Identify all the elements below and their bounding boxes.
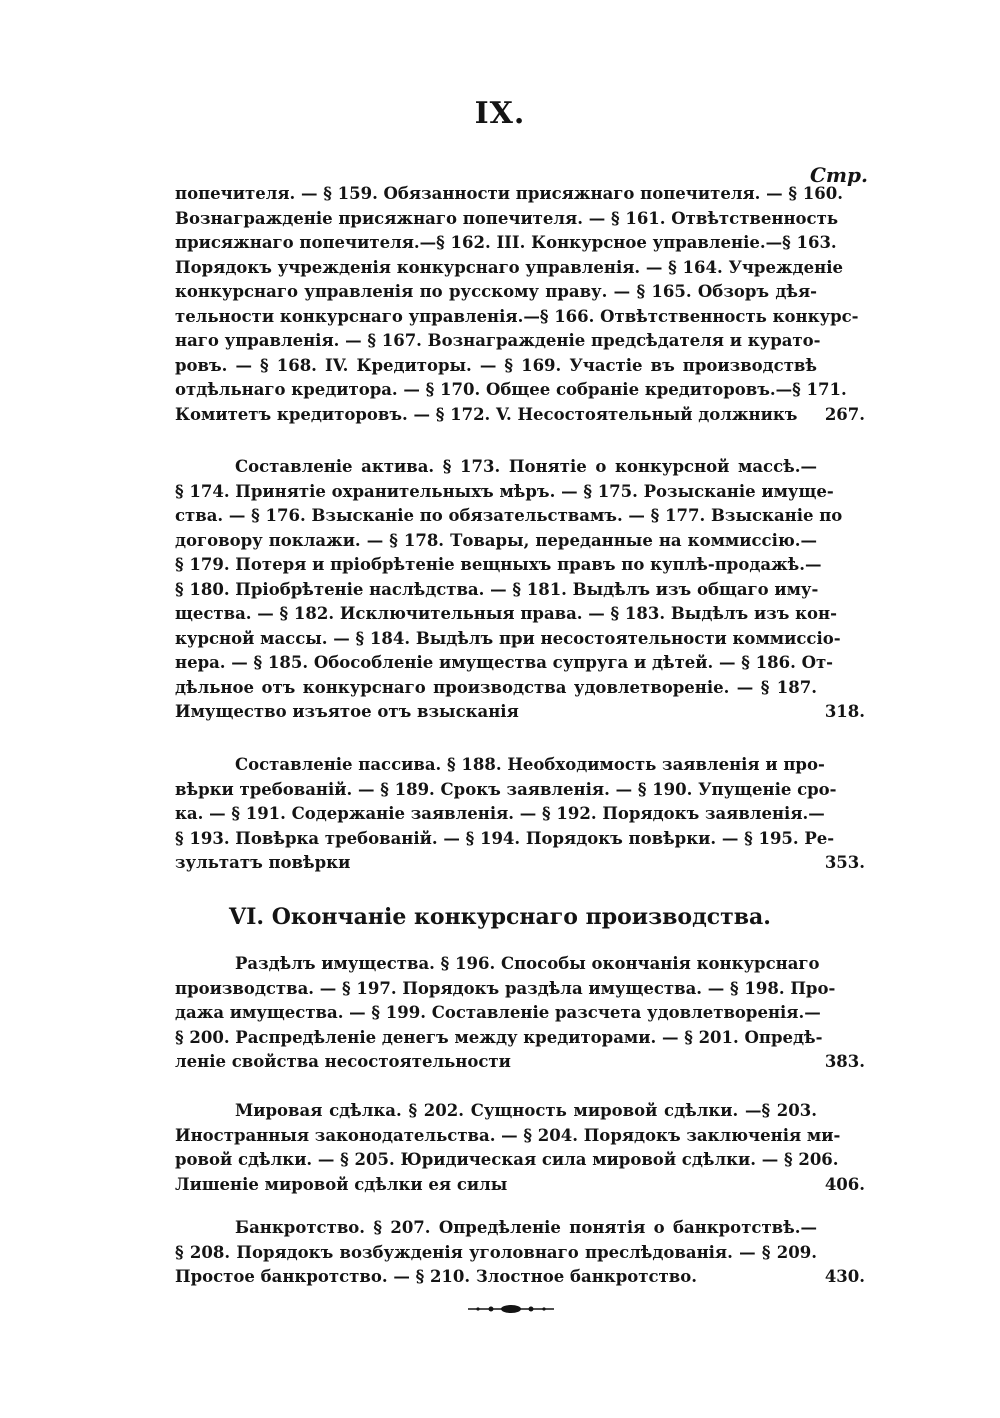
toc-line-text: нера. — § 185. Обособленіе имущества супруга и дѣтей. — § 186. От- — [175, 653, 834, 672]
toc-line — [175, 378, 865, 403]
toc-line — [175, 455, 865, 480]
toc-line — [175, 753, 865, 778]
toc-line-text: леніе свойства несостоятельности — [175, 1052, 511, 1071]
toc-line-text: курсной массы. — § 184. Выдѣлъ при несостоятельности коммиссіо- — [175, 628, 841, 648]
toc-line-text: Имущество изъятое отъ взысканія — [175, 702, 519, 721]
toc-page-ref: 353. — [824, 853, 865, 872]
toc-page-ref: 406. — [824, 1174, 865, 1194]
toc-entry-block — [175, 182, 865, 427]
toc-line-text: Мировая сдѣлка. § 202. Сущность мировой сдѣлки. —§ 203. — [235, 1101, 817, 1120]
toc-line-text: производства. — § 197. Порядокъ раздѣла имущества. — § 198. Про- — [175, 978, 836, 998]
toc-line — [175, 403, 865, 428]
toc-line — [175, 207, 865, 232]
toc-line-text: ства. — § 176. Взысканіе по обязательствамъ. — § 177. Взысканіе по — [175, 506, 843, 525]
toc-line — [175, 1026, 865, 1051]
toc-line-text: Порядокъ учрежденія конкурснаго управленія. — § 164. Учрежденіе — [175, 257, 843, 277]
toc-line-text: Вознагражденіе присяжнаго попечителя. — § 161. Отвѣтственность — [175, 208, 839, 228]
toc-line — [175, 627, 865, 652]
toc-line-text: § 179. Потеря и пріобрѣтеніе вещныхъ правъ по куплѣ-продажѣ.— — [175, 555, 822, 574]
toc-line-text: Комитетъ кредиторовъ. — § 172. V. Несостоятельный должникъ — [175, 404, 798, 424]
toc-entry-block — [175, 1099, 865, 1197]
toc-line — [175, 851, 865, 876]
toc-line-text: Простое банкротство. — § 210. Злостное банкротство. — [175, 1267, 697, 1286]
toc-line — [175, 802, 865, 827]
toc-page-ref: 318. — [824, 702, 865, 721]
toc-page-ref: 383. — [824, 1052, 865, 1071]
toc-line — [175, 504, 865, 529]
toc-line — [175, 1265, 865, 1290]
toc-line-text: конкурснаго управленія по русскому праву. — § 165. Обзоръ дѣя- — [175, 282, 817, 301]
toc-line — [175, 578, 865, 603]
toc-line-text: Составленіе пассива. § 188. Необходимость заявленія и про- — [235, 755, 825, 774]
toc-line — [175, 553, 865, 578]
page-number: IX. — [474, 96, 526, 131]
toc-line — [175, 778, 865, 803]
toc-line — [175, 1216, 865, 1241]
toc-entry-block — [175, 952, 865, 1075]
toc-entry-block — [175, 455, 865, 725]
toc-line — [175, 329, 865, 354]
ornament-divider — [466, 1302, 556, 1316]
toc-line-text: тельности конкурснаго управленія.—§ 166. Отвѣтственность конкурс- — [175, 306, 859, 326]
column-label-pages: Стр. — [809, 163, 868, 187]
toc-line-text: дажа имущества. — § 199. Составленіе разсчета удовлетворенія.— — [175, 1003, 821, 1022]
toc-line-text: присяжнаго попечителя.—§ 162. III. Конкурсное управленіе.—§ 163. — [175, 233, 837, 252]
toc-line — [175, 1241, 865, 1266]
toc-line — [175, 354, 865, 379]
toc-line-text: § 193. Повѣрка требованій. — § 194. Порядокъ повѣрки. — § 195. Ре- — [175, 828, 835, 848]
toc-line — [175, 305, 865, 330]
toc-line-text: § 208. Порядокъ возбужденія уголовнаго преслѣдованія. — § 209. — [175, 1242, 817, 1262]
toc-entry-block — [175, 753, 865, 876]
toc-line-text: ровой сдѣлки. — § 205. Юридическая сила мировой сдѣлки. — § 206. — [175, 1150, 839, 1169]
toc-line-text: ровъ. — § 168. IV. Кредиторы. — § 169. Участіе въ производствѣ — [175, 355, 817, 375]
toc-line — [175, 1099, 865, 1124]
toc-page-ref: 430. — [824, 1267, 865, 1286]
toc-line-text: отдѣльнаго кредитора. — § 170. Общее собраніе кредиторовъ.—§ 171. — [175, 380, 847, 399]
toc-line-text: попечителя. — § 159. Обязанности присяжнаго попечителя. — § 160. — [175, 184, 843, 203]
toc-line — [175, 1001, 865, 1026]
toc-line-text: вѣрки требованій. — § 189. Срокъ заявленія. — § 190. Упущеніе сро- — [175, 779, 837, 799]
toc-line-text: Банкротство. § 207. Опредѣленіе понятія о банкротствѣ.— — [235, 1218, 817, 1237]
toc-line-text: ка. — § 191. Содержаніе заявленія. — § 192. Порядокъ заявленія.— — [175, 804, 825, 823]
toc-line-text: Раздѣлъ имущества. § 196. Способы окончанія конкурснаго — [235, 954, 820, 973]
toc-line-text: наго управленія. — § 167. Вознагражденіе предсѣдателя и курато- — [175, 331, 821, 350]
toc-line — [175, 182, 865, 207]
toc-line-text: дѣльное отъ конкурснаго производства удовлетвореніе. — § 187. — [175, 677, 817, 697]
toc-line-text: Иностранныя законодательства. — § 204. Порядокъ заключенія ми- — [175, 1125, 841, 1145]
toc-line — [175, 231, 865, 256]
toc-line — [175, 676, 865, 701]
toc-line-text: зультатъ повѣрки — [175, 853, 351, 872]
toc-line — [175, 651, 865, 676]
toc-entry-block — [175, 1216, 865, 1290]
toc-line-text: договору поклажи. — § 178. Товары, переданные на коммиссію.— — [175, 530, 817, 550]
toc-line — [175, 1124, 865, 1149]
toc-line — [175, 256, 865, 281]
toc-line — [175, 280, 865, 305]
toc-line — [175, 1148, 865, 1173]
toc-line — [175, 480, 865, 505]
toc-line — [175, 700, 865, 725]
toc-line — [175, 952, 865, 977]
toc-line-text: § 180. Пріобрѣтеніе наслѣдства. — § 181. Выдѣлъ изъ общаго иму- — [175, 579, 819, 599]
toc-line — [175, 602, 865, 627]
toc-line — [175, 827, 865, 852]
toc-line-text: Лишеніе мировой сдѣлки ея силы — [175, 1174, 508, 1194]
toc-line-text: § 174. Принятіе охранительныхъ мѣръ. — § 175. Розысканіе имуще- — [175, 481, 834, 501]
toc-line — [175, 529, 865, 554]
section-title: VI. Окончаніе конкурснаго производства. — [229, 904, 771, 930]
toc-line-text: § 200. Распредѣленіе денегъ между кредиторами. — § 201. Опредѣ- — [175, 1027, 823, 1047]
toc-line — [175, 977, 865, 1002]
toc-line-text: Составленіе актива. § 173. Понятіе о конкурсной массѣ.— — [235, 457, 817, 476]
toc-page-ref: 267. — [824, 404, 865, 424]
toc-line — [175, 1050, 865, 1075]
toc-line-text: щества. — § 182. Исключительныя права. — § 183. Выдѣлъ изъ кон- — [175, 604, 837, 623]
toc-line — [175, 1173, 865, 1198]
